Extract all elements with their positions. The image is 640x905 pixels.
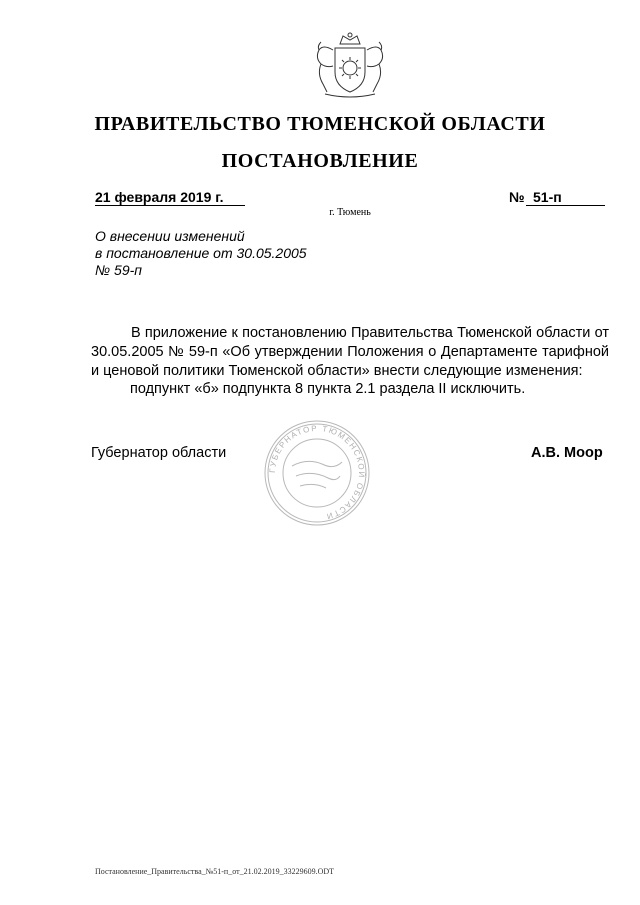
official-stamp [262, 418, 372, 528]
body-item: подпункт «б» подпункта 8 пункта 2.1 раздела II исключить. [130, 381, 526, 397]
document-subject [95, 228, 307, 279]
subject-line: № 59-п [95, 262, 142, 278]
footer-filename: Постановление_Правительства_№51-п_от_21.02.2019_33229609.ODT [95, 867, 335, 876]
signer-position: Губернатор области [91, 445, 227, 461]
coat-of-arms-emblem [305, 30, 395, 102]
document-type-title: ПОСТАНОВЛЕНИЕ [221, 150, 419, 172]
stamp-text: ГУБЕРНАТОР ТЮМЕНСКОЙ ОБЛАСТИ [267, 423, 367, 522]
subject-line: в постановление от 30.05.2005 [95, 245, 307, 261]
number-sign: № [509, 189, 525, 205]
body-paragraph: В приложение к постановлению Правительства Тюменской области от 30.05.2005 № 59-п «Об утверждении Положения о Департаменте тарифной и ценовой политики Тюменской области» внести следующие изменения: [91, 325, 609, 379]
date-underline [95, 205, 245, 206]
signer-name: А.В. Моор [531, 445, 603, 461]
city-label: г. Тюмень [329, 207, 371, 218]
government-title: ПРАВИТЕЛЬСТВО ТЮМЕНСКОЙ ОБЛАСТИ [94, 113, 546, 135]
document-date: 21 февраля 2019 г. [95, 189, 224, 205]
subject-line: О внесении изменений [95, 228, 245, 244]
number-underline [526, 205, 605, 206]
document-number: 51-п [533, 189, 562, 205]
